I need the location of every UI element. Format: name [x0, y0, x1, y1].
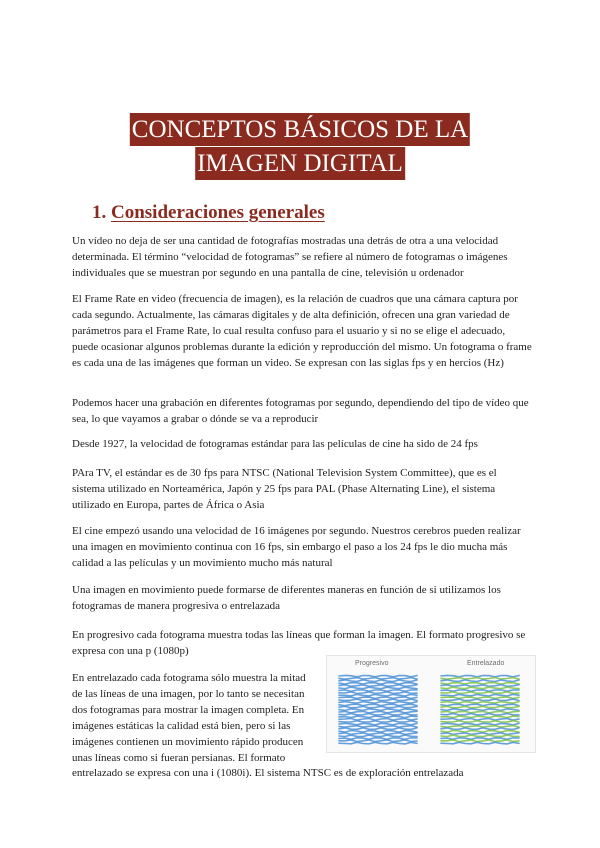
- scan-line: [441, 694, 519, 696]
- paragraph-interlaced-format: entrelazado se expresa con una i (1080i). El sistema NTSC es de exploración entrelazada: [72, 767, 464, 779]
- section-heading: [92, 202, 325, 224]
- scan-line: [339, 678, 417, 680]
- scan-line: [339, 731, 417, 733]
- scan-line: [339, 723, 417, 725]
- progressive-vs-interlaced-figure: [326, 655, 536, 753]
- paragraph-cinema-standard: Desde 1927, la velocidad de fotogramas estándar para las películas de cine ha sido de 24 fps: [72, 438, 478, 450]
- scan-line: [339, 694, 417, 696]
- scan-line: [339, 697, 417, 699]
- scan-line: [339, 719, 417, 721]
- scan-line: [339, 738, 417, 740]
- scan-line: [339, 711, 417, 713]
- paragraph-tv-standards: PAra TV, el estándar es de 30 fps para NTSC (National Television System Committee), que es el sistema utilizado en Norteamérica, Japón y 25 fps para PAL (Phase Alternating Line), el sistema utilizado en Europa, partes de África o Asia: [72, 467, 497, 511]
- paragraph-interlaced: En entrelazado cada fotograma sólo muestra la mitad de las líneas de una imagen, por lo tanto se necesitan dos fotogramas para mostrar la imagen completa. En imágenes estáticas la calidad está bien, pero si las imágenes contienen un movimiento rápido producen unas líneas como si fueran persianas. El formato: [72, 672, 306, 764]
- scan-line: [441, 697, 519, 699]
- scan-line: [339, 675, 417, 677]
- section-number: 1.: [92, 202, 107, 223]
- scan-line: [339, 699, 417, 701]
- scan-line: [339, 685, 417, 687]
- paragraph-video-definition: Un vídeo no deja de ser una cantidad de fotografías mostradas una detrás de otra a una velocidad determinada. El término “velocidad de fotogramas” se refiere al número de fotogramas o imágenes individuales que se muestran por segundo en una pantalla de cine, televisión u ordenador: [72, 235, 508, 279]
- scan-line: [339, 692, 417, 694]
- scan-line: [441, 728, 519, 730]
- scan-line: [441, 692, 519, 694]
- document-title-line-2: IMAGEN DIGITAL: [195, 147, 405, 180]
- progressive-lines-panel: [337, 673, 421, 747]
- scan-line: [441, 675, 519, 677]
- scan-line: [441, 740, 519, 742]
- scan-line: [441, 704, 519, 706]
- figure-label-interlaced: Entrelazado: [467, 660, 505, 667]
- scan-line: [441, 685, 519, 687]
- scan-line: [339, 709, 417, 711]
- scan-line: [339, 683, 417, 684]
- progressive-lines-graphic: [337, 673, 421, 747]
- paragraph-frame-rate: El Frame Rate en video (frecuencia de imagen), es la relación de cuadros que una cámara captura por cada segundo. Actualmente, las cámaras digitales y de alta definición, ofrecen una gran variedad de parámetros para el Frame Rate, lo cual resulta confuso para el usuario y si no se elige el adecuado, puede ocasionar algunos problemas durante la edición y reproducción del mismo. Un fotograma o frame es cada una de las imágenes que forman un video. Se expresan con las siglas fps y en hercios (Hz): [72, 293, 532, 369]
- scan-line: [339, 702, 417, 704]
- scan-line: [339, 687, 417, 689]
- section-title: Consideraciones generales: [111, 202, 325, 223]
- figure-label-progressive: Progresivo: [355, 660, 389, 667]
- scan-line: [441, 709, 519, 711]
- scan-line: [339, 733, 417, 735]
- scan-line: [441, 721, 519, 722]
- scan-line: [441, 702, 519, 704]
- paragraph-progressive-interlaced: Una imagen en movimiento puede formarse de diferentes maneras en función de si utilizamos los fotogramas de manera progresiva o entrelazada: [72, 584, 501, 612]
- scan-line: [441, 683, 519, 684]
- scan-line: [441, 706, 519, 708]
- scan-line: [339, 728, 417, 730]
- scan-line: [339, 716, 417, 718]
- scan-line: [441, 738, 519, 740]
- interlaced-lines-graphic: [439, 673, 523, 747]
- scan-line: [441, 735, 519, 737]
- scan-line: [441, 716, 519, 718]
- scan-line: [339, 726, 417, 728]
- scan-line: [441, 733, 519, 735]
- scan-line: [339, 735, 417, 737]
- scan-line: [441, 687, 519, 689]
- scan-line: [441, 719, 519, 721]
- scan-line: [339, 704, 417, 706]
- scan-line: [441, 723, 519, 725]
- paragraph-progressive: En progresivo cada fotograma muestra todas las líneas que forman la imagen. El formato progresivo se expresa con una p (1080p): [72, 629, 526, 657]
- scan-line: [441, 714, 519, 715]
- scan-line: [441, 690, 519, 691]
- scan-line: [339, 721, 417, 722]
- scan-line: [339, 680, 417, 682]
- scan-line: [339, 742, 417, 744]
- scan-line: [441, 711, 519, 713]
- scan-line: [339, 690, 417, 691]
- scan-line: [441, 680, 519, 682]
- document-title-line-1: CONCEPTOS BÁSICOS DE LA: [130, 113, 470, 146]
- scan-line: [441, 731, 519, 733]
- interlaced-lines-panel: [439, 673, 523, 747]
- paragraph-recording-fps: Podemos hacer una grabación en diferentes fotogramas por segundo, dependiendo del tipo de vídeo que sea, lo que vayamos a grabar o dónde se va a reproducir: [72, 397, 529, 425]
- scan-line: [441, 699, 519, 701]
- scan-line: [339, 706, 417, 708]
- paragraph-cinema-history: El cine empezó usando una velocidad de 16 imágenes por segundo. Nuestros cerebros pueden realizar una imagen en movimiento continua con 16 fps, sin embargo el paso a los 24 fps le dio mucha más calidad a las películas y un movimiento mucho más natural: [72, 525, 521, 569]
- scan-line: [441, 678, 519, 680]
- scan-line: [339, 714, 417, 715]
- scan-line: [339, 740, 417, 742]
- scan-line: [441, 742, 519, 744]
- scan-line: [441, 726, 519, 728]
